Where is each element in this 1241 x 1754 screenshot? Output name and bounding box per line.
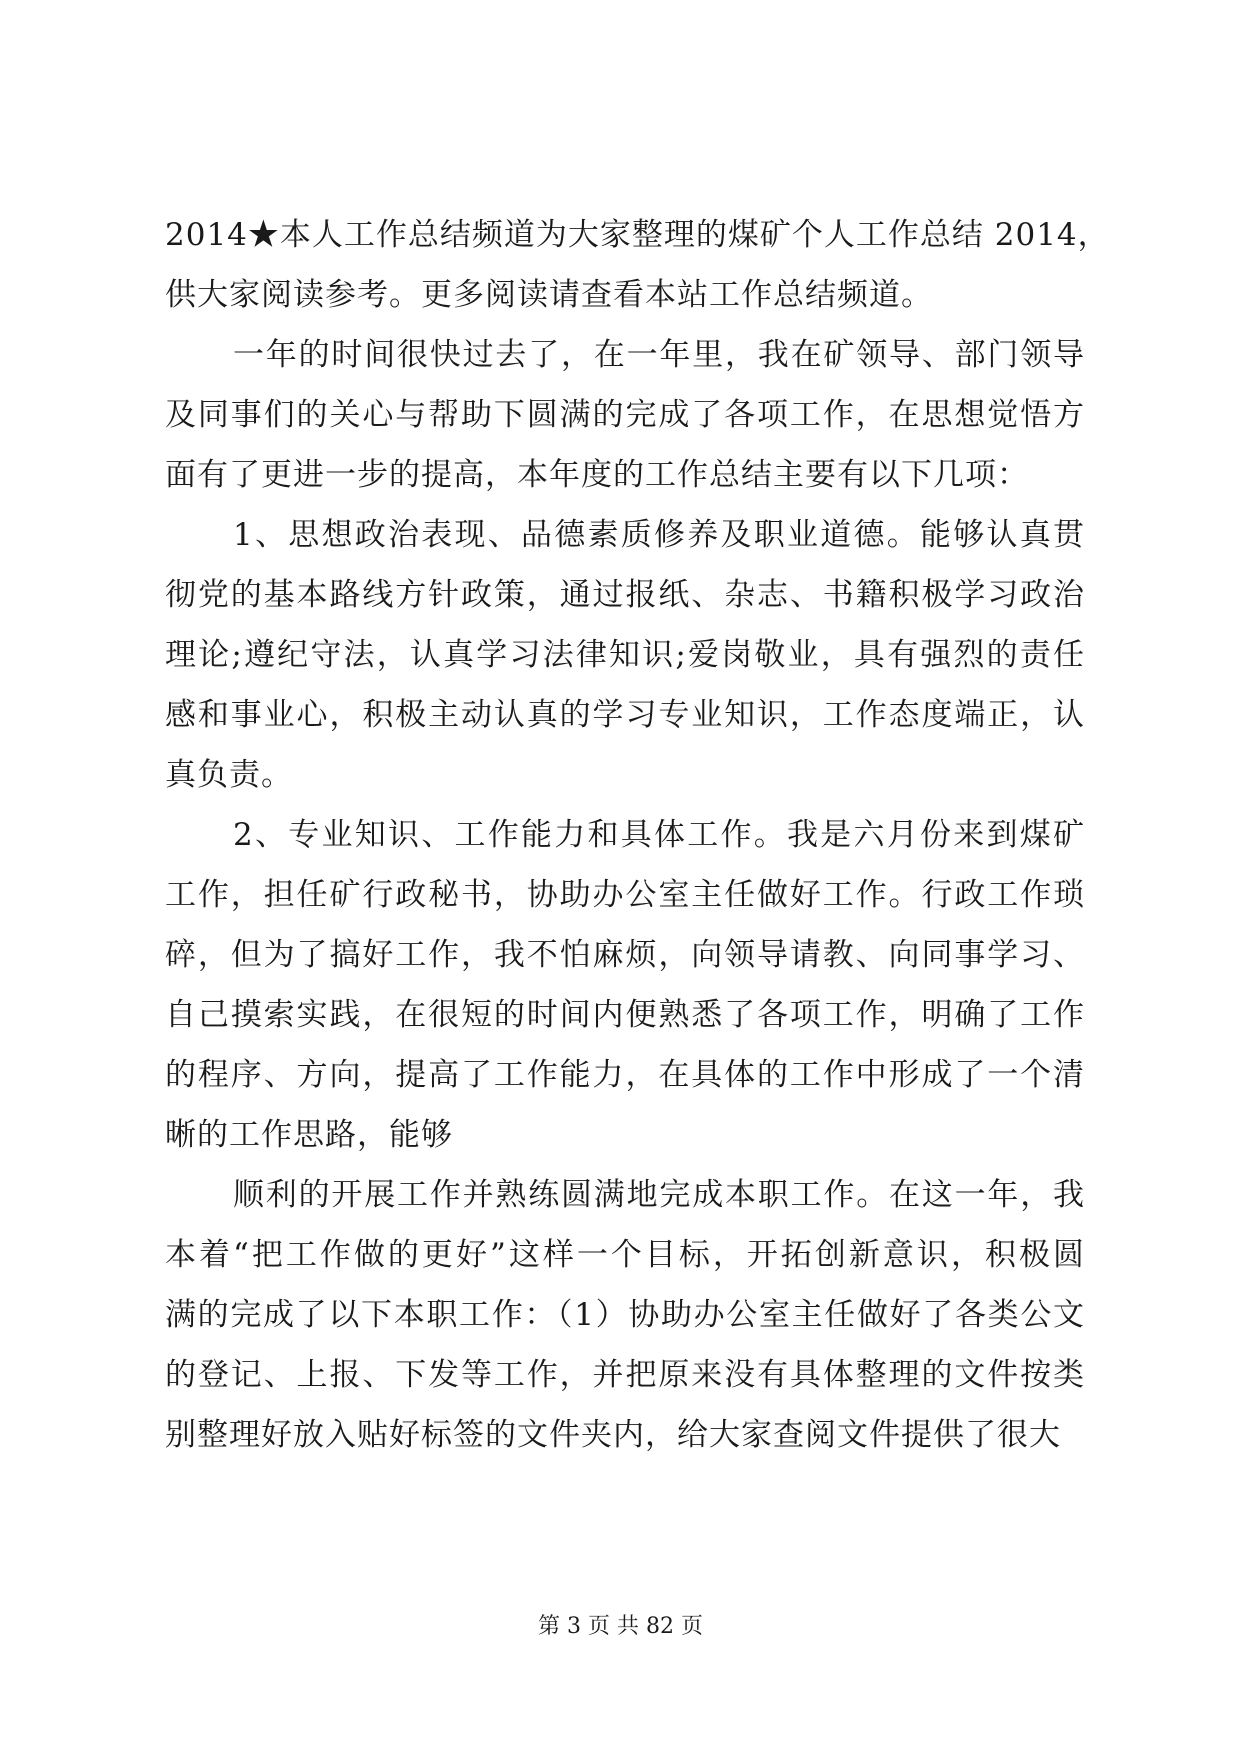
paragraph: [165, 805, 1085, 1165]
text-line: 满的完成了以下本职工作：（1）协助办公室主任做好了各类公文: [165, 1297, 1085, 1333]
text-line: 自己摸索实践，在很短的时间内便熟悉了各项工作，明确了工作: [165, 997, 1085, 1033]
text-line: 感和事业心，积极主动认真的学习专业知识，工作态度端正，认: [165, 697, 1085, 733]
text-line: 的程序、方向，提高了工作能力，在具体的工作中形成了一个清: [165, 1057, 1085, 1093]
text-line: 2014★本人工作总结频道为大家整理的煤矿个人工作总结 2014，: [165, 217, 1110, 253]
text-line: 彻党的基本路线方针政策，通过报纸、杂志、书籍积极学习政治: [165, 577, 1085, 613]
text-line: 及同事们的关心与帮助下圆满的完成了各项工作，在思想觉悟方: [165, 397, 1085, 433]
text-line: 晰的工作思路，能够: [165, 1117, 453, 1153]
page-footer: 第 3 页 共 82 页: [538, 1614, 703, 1639]
text-line: 2、专业知识、工作能力和具体工作。我是六月份来到煤矿: [233, 817, 1085, 853]
text-line: 一年的时间很快过去了，在一年里，我在矿领导、部门领导: [233, 337, 1085, 373]
text-line: 真负责。: [165, 757, 293, 793]
text-line: 供大家阅读参考。更多阅读请查看本站工作总结频道。: [165, 277, 933, 313]
paragraph: [165, 1165, 1085, 1465]
document-body: [165, 205, 1110, 1465]
text-line: 的登记、上报、下发等工作，并把原来没有具体整理的文件按类: [165, 1357, 1085, 1393]
text-line: 碎，但为了搞好工作，我不怕麻烦，向领导请教、向同事学习、: [165, 937, 1085, 973]
text-line: 1、思想政治表现、品德素质修养及职业道德。能够认真贯: [233, 517, 1085, 553]
text-line: 面有了更进一步的提高，本年度的工作总结主要有以下几项：: [165, 457, 1029, 493]
paragraph: [165, 325, 1085, 505]
text-line: 本着“把工作做的更好”这样一个目标，开拓创新意识，积极圆: [165, 1237, 1085, 1273]
text-line: 工作，担任矿行政秘书，协助办公室主任做好工作。行政工作琐: [165, 877, 1085, 913]
paragraph: [165, 505, 1085, 805]
text-line: 理论;遵纪守法，认真学习法律知识;爱岗敬业，具有强烈的责任: [165, 637, 1085, 673]
text-line: 别整理好放入贴好标签的文件夹内，给大家查阅文件提供了很大: [165, 1417, 1061, 1453]
text-line: 顺利的开展工作并熟练圆满地完成本职工作。在这一年，我: [233, 1177, 1085, 1213]
paragraph: [165, 205, 1110, 325]
